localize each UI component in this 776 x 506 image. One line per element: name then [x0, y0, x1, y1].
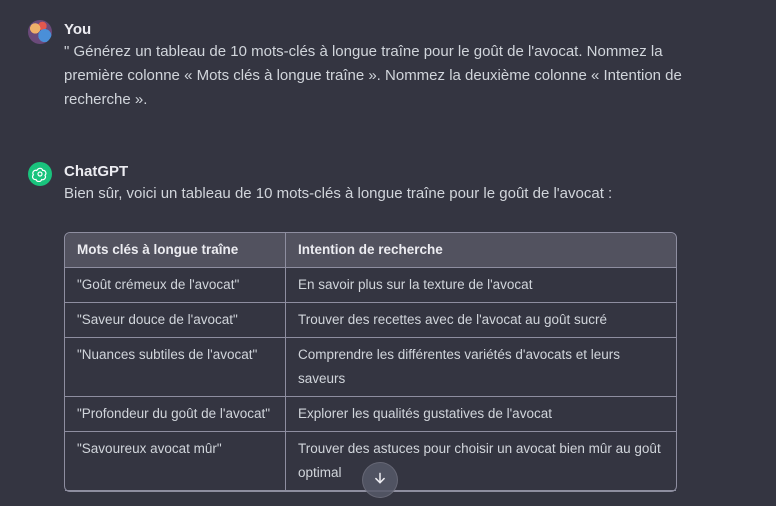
keywords-table — [64, 232, 677, 492]
table-row — [65, 397, 676, 432]
arrow-down-icon — [373, 471, 387, 490]
keyword-cell: "Goût crémeux de l'avocat" — [65, 268, 285, 303]
keyword-cell: "Saveur douce de l'avocat" — [65, 303, 285, 338]
table-row — [65, 268, 676, 303]
openai-logo-icon — [28, 162, 52, 186]
assistant-name: ChatGPT — [64, 163, 129, 180]
user-message-text: " Générez un tableau de 10 mots-clés à longue traîne pour le goût de l'avocat. Nommez la première colonne « Mots clés à longue traîne ». Nommez la deuxième colonne « Intention de recherche ». — [64, 43, 682, 108]
intent-cell: En savoir plus sur la texture de l'avocat — [285, 268, 676, 303]
intent-cell: Explorer les qualités gustatives de l'avocat — [285, 397, 676, 432]
keyword-cell: "Nuances subtiles de l'avocat" — [65, 338, 285, 397]
user-name: You — [64, 21, 92, 38]
scroll-to-bottom-button[interactable] — [362, 462, 398, 498]
assistant-intro-text: Bien sûr, voici un tableau de 10 mots-clés à longue traîne pour le goût de l'avocat : — [64, 185, 613, 202]
table-header-row — [65, 233, 676, 268]
intent-cell: Trouver des astuces pour choisir un avocat bien mûr au goût optimal — [285, 432, 676, 491]
table-row — [65, 303, 676, 338]
column-header-intent: Intention de recherche — [285, 233, 676, 268]
table-row — [65, 338, 676, 397]
keyword-cell: "Savoureux avocat mûr" — [65, 432, 285, 491]
user-avatar — [28, 20, 52, 44]
keyword-cell: "Profondeur du goût de l'avocat" — [65, 397, 285, 432]
intent-cell: Comprendre les différentes variétés d'avocats et leurs saveurs — [285, 338, 676, 397]
column-header-keywords: Mots clés à longue traîne — [65, 233, 285, 268]
intent-cell: Trouver des recettes avec de l'avocat au goût sucré — [285, 303, 676, 338]
